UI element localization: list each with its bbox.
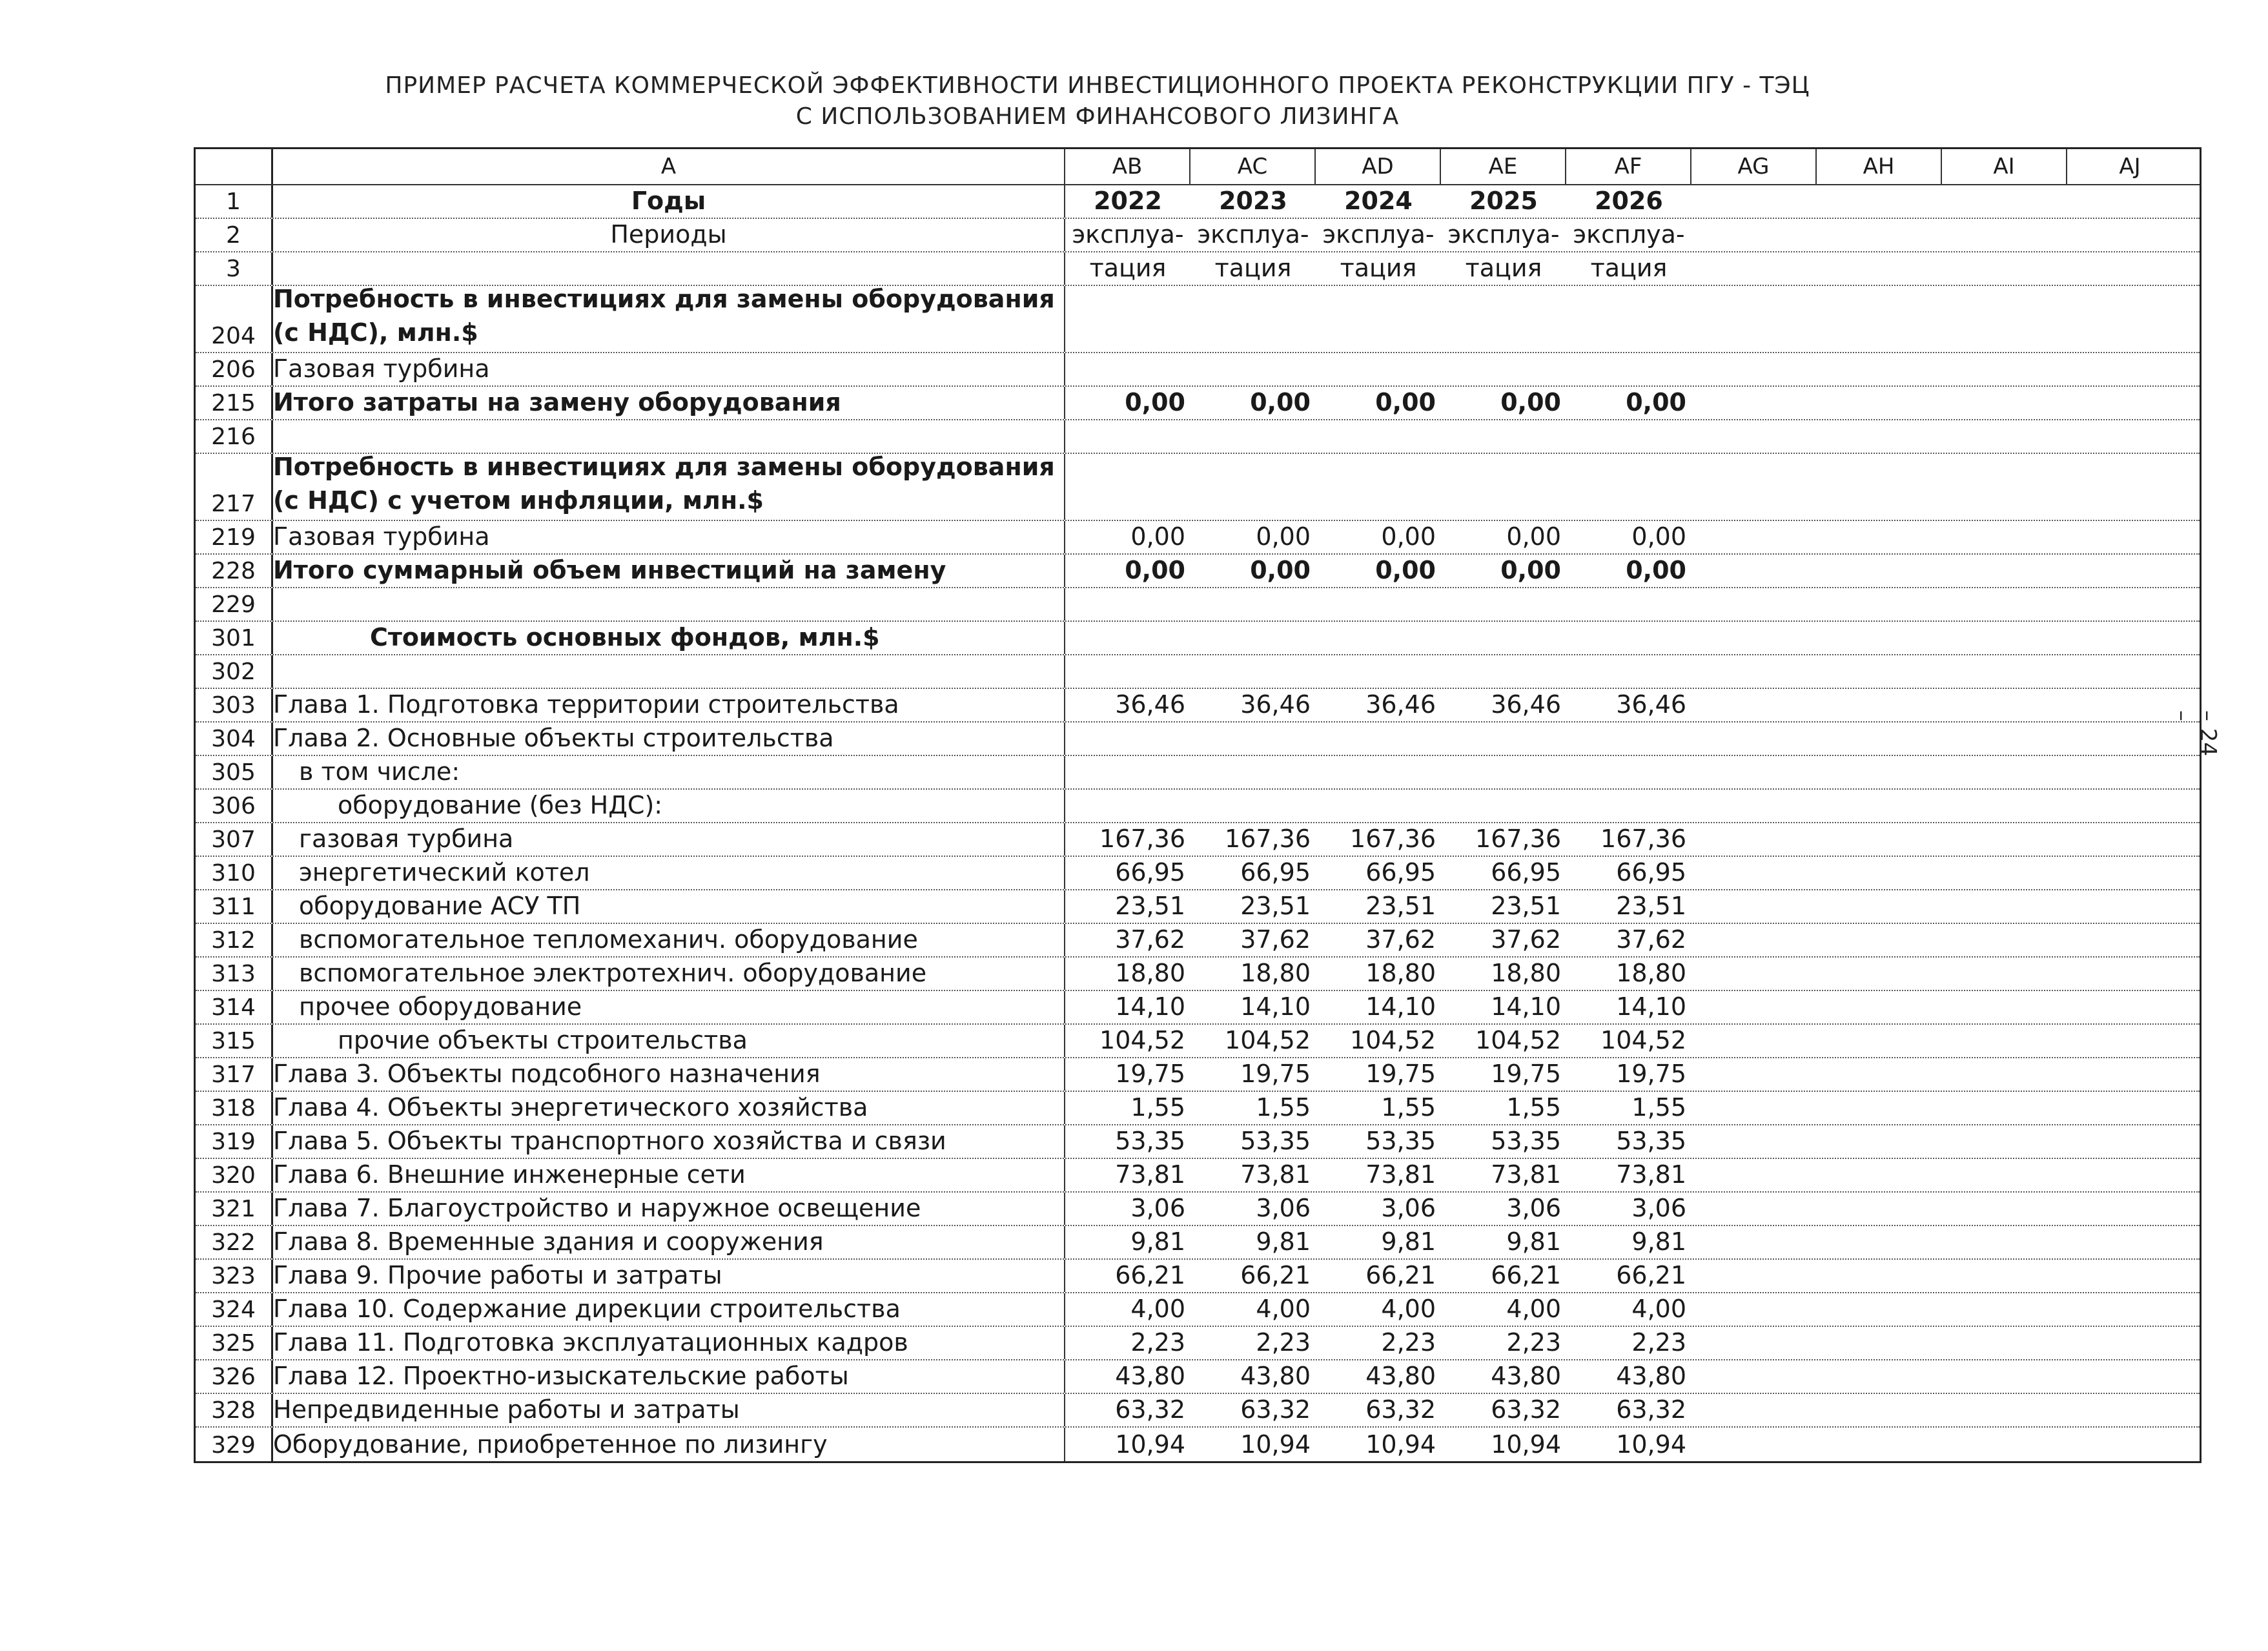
value-cell: 18,80 [1115,959,1185,987]
row-label: Глава 2. Основные объекты строительства [273,723,1065,755]
row-number[interactable]: 312 [196,924,273,956]
value-cell: 43,80 [1616,1362,1686,1390]
row-number[interactable]: 229 [196,588,273,620]
spreadsheet-table [194,147,2202,1463]
value-cell: 0,00 [1631,522,1686,551]
table-row [196,1226,2200,1260]
value-cell: 63,32 [1240,1395,1311,1424]
value-cell: 63,32 [1115,1395,1185,1424]
row-label: Годы [273,185,1065,218]
row-label: вспомогательное электротехнич. оборудование [273,958,1065,990]
value-cell: 2,23 [1130,1328,1185,1357]
row-number[interactable]: 3 [196,252,273,285]
row-number[interactable]: 310 [196,857,273,889]
value-cell: 0,00 [1130,522,1185,551]
value-cell: 53,35 [1115,1127,1185,1155]
row-number[interactable]: 306 [196,790,273,822]
table-row [196,823,2200,857]
column-header-AH[interactable]: AH [1817,149,1942,184]
value-cell: 9,81 [1506,1227,1561,1256]
table-row [196,555,2200,588]
row-label-line-1: Потребность в инвестициях для замены оборудования [273,453,1055,481]
table-row [196,790,2200,823]
column-header-AI[interactable]: AI [1942,149,2067,184]
row-number[interactable]: 217 [196,454,273,520]
row-label: Глава 10. Содержание дирекции строительства [273,1293,1065,1326]
row-number[interactable]: 215 [196,387,273,419]
value-cell: 63,32 [1365,1395,1436,1424]
row-number[interactable]: 206 [196,353,273,385]
row-number[interactable]: 307 [196,823,273,856]
table-row [196,1360,2200,1394]
row-label: Глава 1. Подготовка территории строительства [273,689,1065,721]
row-label: Итого затраты на замену оборудования [273,387,1065,419]
value-cell: 4,00 [1381,1295,1436,1323]
value-cell: 2,23 [1506,1328,1561,1357]
row-label: оборудование АСУ ТП [273,890,1065,923]
value-cell: 14,10 [1240,992,1311,1021]
value-cell: 3,06 [1506,1194,1561,1222]
value-cell: 0,00 [1500,556,1561,584]
table-row [196,1428,2200,1461]
table-row [196,387,2200,420]
value-cell: 18,80 [1240,959,1311,987]
section-heading: Стоимость основных фондов, млн.$ [273,622,1065,654]
table-row [196,588,2200,622]
table-row [196,353,2200,387]
row-number[interactable]: 320 [196,1159,273,1191]
row-label [273,588,1065,620]
value-cell: 0,00 [1250,556,1311,584]
value-cell: 167,36 [1350,825,1436,853]
table-row [196,1327,2200,1360]
value-cell: 2,23 [1631,1328,1686,1357]
row-label-line-2: (с НДС) с учетом инфляции, млн.$ [273,486,764,515]
row-label: Газовая турбина [273,521,1065,553]
row-label: Глава 7. Благоустройство и наружное освещение [273,1193,1065,1225]
row-label-line-1: Потребность в инвестициях для замены оборудования [273,285,1055,313]
value-cell: эксплуа- [1072,220,1184,249]
row-label [273,286,1065,352]
row-label: Итого суммарный объем инвестиций на замену [273,555,1065,587]
value-cell: 63,32 [1616,1395,1686,1424]
value-cell: 2023 [1219,187,1287,215]
table-row [196,1092,2200,1125]
value-cell: 73,81 [1491,1160,1561,1189]
value-cell: 4,00 [1130,1295,1185,1323]
column-header-AF[interactable]: AF [1566,149,1691,184]
value-cell: 36,46 [1616,690,1686,719]
value-cell: 9,81 [1256,1227,1311,1256]
row-label: Глава 9. Прочие работы и затраты [273,1260,1065,1292]
row-label: в том числе: [273,756,1065,788]
row-label [273,252,1065,285]
row-number[interactable]: 311 [196,890,273,923]
value-cell: 43,80 [1491,1362,1561,1390]
value-cell: 9,81 [1130,1227,1185,1256]
value-cell: 3,06 [1130,1194,1185,1222]
row-number[interactable]: 324 [196,1293,273,1326]
row-number[interactable]: 301 [196,622,273,654]
table-row [196,1260,2200,1293]
value-cell: 19,75 [1115,1060,1185,1088]
row-number[interactable]: 314 [196,991,273,1023]
row-label: Глава 4. Объекты энергетического хозяйства [273,1092,1065,1124]
value-cell: 1,55 [1256,1093,1311,1122]
value-cell: 0,00 [1250,388,1311,416]
row-label: Газовая турбина [273,353,1065,385]
table-row [196,958,2200,991]
value-cell: 2,23 [1256,1328,1311,1357]
value-cell: эксплуа- [1322,220,1435,249]
value-cell: 0,00 [1375,388,1436,416]
value-cell: 66,95 [1115,858,1185,887]
value-cell: 53,35 [1491,1127,1561,1155]
value-cell: 66,21 [1115,1261,1185,1289]
row-label [273,420,1065,453]
value-cell: тация [1590,254,1668,282]
page-number: – 24 – [2169,710,2221,757]
value-cell: 3,06 [1256,1194,1311,1222]
value-cell: 0,00 [1626,556,1686,584]
value-cell: 14,10 [1115,992,1185,1021]
row-number[interactable]: 313 [196,958,273,990]
value-cell: 1,55 [1130,1093,1185,1122]
value-cell: 104,52 [1225,1026,1311,1054]
row-label: Глава 5. Объекты транспортного хозяйства и связи [273,1125,1065,1158]
value-cell: 36,46 [1365,690,1436,719]
value-cell: 104,52 [1350,1026,1436,1054]
value-cell: 3,06 [1631,1194,1686,1222]
column-header-AJ[interactable]: AJ [2119,154,2141,179]
table-row [196,689,2200,723]
value-cell: 14,10 [1365,992,1436,1021]
value-cell: 23,51 [1115,892,1185,920]
row-number[interactable]: 322 [196,1226,273,1258]
value-cell: 10,94 [1365,1430,1436,1459]
value-cell: 0,00 [1381,522,1436,551]
value-cell: 1,55 [1631,1093,1686,1122]
value-cell: 167,36 [1600,825,1686,853]
row-label: оборудование (без НДС): [273,790,1065,822]
row-label: газовая турбина [273,823,1065,856]
row-label [273,655,1065,688]
value-cell: 0,00 [1626,388,1686,416]
row-number[interactable]: 216 [196,420,273,453]
table-row [196,420,2200,454]
table-row [196,890,2200,924]
value-cell: 104,52 [1600,1026,1686,1054]
column-header-AB[interactable]: AB [1065,149,1190,184]
value-cell: 23,51 [1240,892,1311,920]
value-cell: 73,81 [1616,1160,1686,1189]
value-cell: 18,80 [1491,959,1561,987]
value-cell: 0,00 [1375,556,1436,584]
row-number[interactable]: 329 [196,1428,273,1461]
value-cell: тация [1214,254,1292,282]
value-cell: 4,00 [1631,1295,1686,1323]
value-cell: 53,35 [1365,1127,1436,1155]
value-cell: 9,81 [1381,1227,1436,1256]
value-cell: 10,94 [1616,1430,1686,1459]
value-cell: 4,00 [1506,1295,1561,1323]
table-row [196,1193,2200,1226]
value-cell: эксплуа- [1197,220,1309,249]
value-cell: 37,62 [1491,925,1561,954]
row-number[interactable]: 328 [196,1394,273,1426]
value-cell: 9,81 [1631,1227,1686,1256]
value-cell: 104,52 [1099,1026,1185,1054]
value-cell: 66,21 [1240,1261,1311,1289]
document-title-line-2: С ИСПОЛЬЗОВАНИЕМ ФИНАНСОВОГО ЛИЗИНГА [795,103,1400,130]
value-cell: 19,75 [1240,1060,1311,1088]
row-number[interactable]: 317 [196,1058,273,1091]
table-row [196,521,2200,555]
value-cell: 167,36 [1099,825,1185,853]
document-title-line-1: ПРИМЕР РАСЧЕТА КОММЕРЧЕСКОЙ ЭФФЕКТИВНОСТИ ИНВЕСТИЦИОННОГО ПРОЕКТА РЕКОНСТРУКЦИИ ПГУ - ТЭЦ [385,72,1810,99]
value-cell: 2022 [1094,187,1162,215]
value-cell: 23,51 [1491,892,1561,920]
value-cell: 19,75 [1365,1060,1436,1088]
row-number[interactable]: 323 [196,1260,273,1292]
value-cell: 37,62 [1240,925,1311,954]
value-cell: 1,55 [1506,1093,1561,1122]
row-label: Периоды [273,219,1065,251]
column-header-AE[interactable]: AE [1441,149,1566,184]
row-label: Глава 3. Объекты подсобного назначения [273,1058,1065,1091]
value-cell: 0,00 [1256,522,1311,551]
row-number[interactable]: 228 [196,555,273,587]
value-cell: 0,00 [1500,388,1561,416]
row-label: Глава 12. Проектно-изыскательские работы [273,1360,1065,1393]
value-cell: 66,95 [1240,858,1311,887]
value-cell: 10,94 [1240,1430,1311,1459]
row-number[interactable]: 219 [196,521,273,553]
value-cell: 10,94 [1491,1430,1561,1459]
value-cell: 66,95 [1365,858,1436,887]
value-cell: 3,06 [1381,1194,1436,1222]
value-cell: 23,51 [1616,892,1686,920]
table-row [196,185,2200,219]
value-cell: 53,35 [1240,1127,1311,1155]
value-cell: 37,62 [1365,925,1436,954]
value-cell: тация [1465,254,1542,282]
value-cell: 0,00 [1125,556,1185,584]
row-number[interactable]: 326 [196,1360,273,1393]
row-label: энергетический котел [273,857,1065,889]
table-row [196,857,2200,890]
row-number[interactable]: 319 [196,1125,273,1158]
row-label: Глава 8. Временные здания и сооружения [273,1226,1065,1258]
row-label: Глава 6. Внешние инженерные сети [273,1159,1065,1191]
value-cell: тация [1340,254,1417,282]
value-cell: 14,10 [1616,992,1686,1021]
column-header-AC[interactable]: AC [1190,149,1316,184]
value-cell: 36,46 [1115,690,1185,719]
value-cell: 37,62 [1616,925,1686,954]
value-cell: 104,52 [1475,1026,1561,1054]
table-row [196,723,2200,756]
row-number[interactable]: 302 [196,655,273,688]
table-row [196,1025,2200,1058]
value-cell: 2026 [1595,187,1663,215]
value-cell: 66,95 [1616,858,1686,887]
corner-cell[interactable] [196,149,273,184]
row-number[interactable]: 325 [196,1327,273,1359]
table-row [196,1159,2200,1193]
table-row [196,286,2200,353]
value-cell: 43,80 [1240,1362,1311,1390]
value-cell: тация [1089,254,1167,282]
column-header-AG[interactable]: AG [1691,149,1817,184]
table-row [196,1293,2200,1327]
value-cell: 73,81 [1115,1160,1185,1189]
value-cell: 4,00 [1256,1295,1311,1323]
value-cell: 2024 [1344,187,1413,215]
value-cell: 10,94 [1115,1430,1185,1459]
table-row [196,655,2200,689]
value-cell: 19,75 [1491,1060,1561,1088]
value-cell: 2025 [1469,187,1538,215]
table-row [196,1058,2200,1092]
value-cell: 0,00 [1506,522,1561,551]
value-cell: 53,35 [1616,1127,1686,1155]
row-label: вспомогательное тепломеханич. оборудование [273,924,1065,956]
value-cell: 1,55 [1381,1093,1436,1122]
value-cell: 36,46 [1240,690,1311,719]
row-label-line-2: (с НДС), млн.$ [273,318,478,347]
value-cell: 167,36 [1225,825,1311,853]
row-number[interactable]: 321 [196,1193,273,1225]
row-number[interactable]: 304 [196,723,273,755]
value-cell: 36,46 [1491,690,1561,719]
value-cell: 23,51 [1365,892,1436,920]
value-cell: 18,80 [1616,959,1686,987]
table-row [196,1394,2200,1428]
value-cell: 18,80 [1365,959,1436,987]
row-number[interactable]: 303 [196,689,273,721]
table-row [196,454,2200,521]
table-row [196,1125,2200,1159]
row-number[interactable]: 315 [196,1025,273,1057]
value-cell: 19,75 [1616,1060,1686,1088]
value-cell: 63,32 [1491,1395,1561,1424]
row-label: Оборудование, приобретенное по лизингу [273,1428,1065,1461]
value-cell: эксплуа- [1573,220,1685,249]
value-cell: 0,00 [1125,388,1185,416]
row-label: прочие объекты строительства [273,1025,1065,1057]
value-cell: 66,95 [1491,858,1561,887]
row-number[interactable]: 1 [196,185,273,218]
row-number[interactable]: 305 [196,756,273,788]
row-number[interactable]: 2 [196,219,273,251]
row-label [273,454,1065,520]
value-cell: эксплуа- [1447,220,1560,249]
value-cell: 14,10 [1491,992,1561,1021]
value-cell: 66,21 [1616,1261,1686,1289]
table-row [196,924,2200,958]
value-cell: 66,21 [1491,1261,1561,1289]
row-label: Глава 11. Подготовка эксплуатационных кадров [273,1327,1065,1359]
value-cell: 37,62 [1115,925,1185,954]
table-row [196,622,2200,655]
value-cell: 2,23 [1381,1328,1436,1357]
value-cell: 73,81 [1240,1160,1311,1189]
table-row [196,219,2200,252]
column-header-row [196,149,2200,185]
value-cell: 73,81 [1365,1160,1436,1189]
row-number[interactable]: 204 [196,286,273,352]
value-cell: 43,80 [1365,1362,1436,1390]
table-row [196,756,2200,790]
value-cell: 167,36 [1475,825,1561,853]
row-label: прочее оборудование [273,991,1065,1023]
value-cell: 66,21 [1365,1261,1436,1289]
table-row [196,252,2200,286]
table-row [196,991,2200,1025]
row-number[interactable]: 318 [196,1092,273,1124]
row-label: Непредвиденные работы и затраты [273,1394,1065,1426]
column-header-AD[interactable]: AD [1316,149,1441,184]
value-cell: 43,80 [1115,1362,1185,1390]
column-header-A[interactable]: A [273,149,1065,184]
